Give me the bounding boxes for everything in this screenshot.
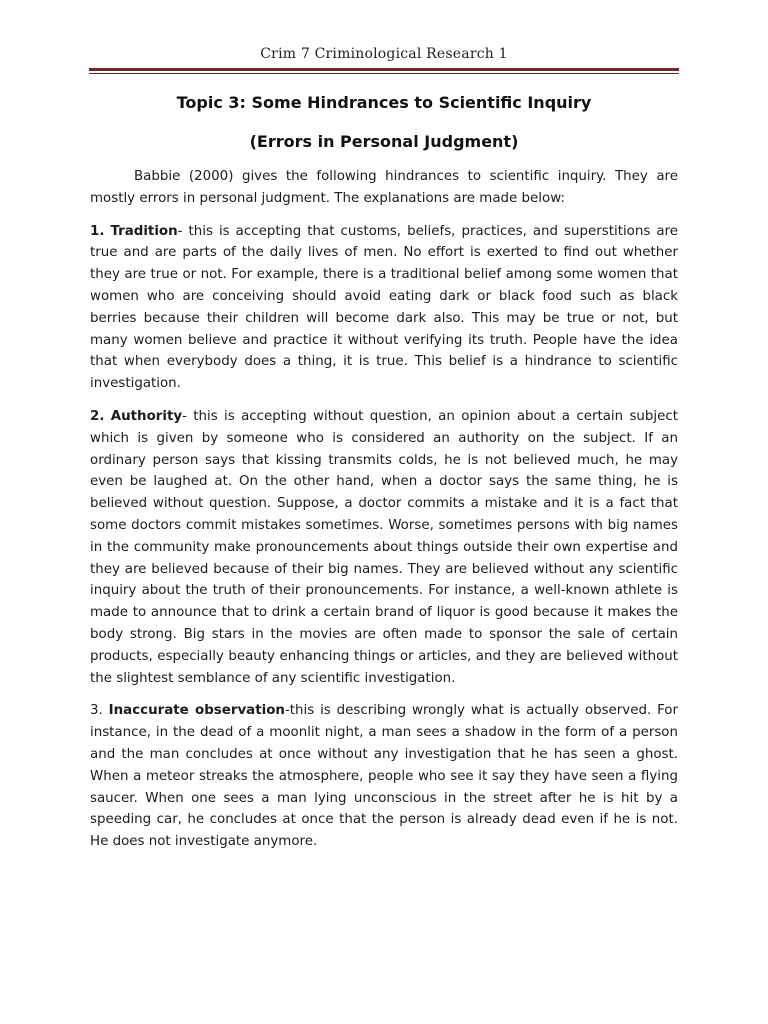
item-number: 3. [90,703,103,719]
document-body [90,166,678,864]
item-term: Inaccurate observation [108,703,285,719]
item-number: 1. [90,223,105,239]
item-text: - this is accepting without question, an opinion about a certain subject which is given by someone who is considered an authority on the subject. If an ordinary person says that kissing transmits colds, he is not believed much, he may even be laughed at. On the other hand, when a doctor says the same thing, he is believed without question. Suppose, a doctor commits a mistake and it is a fact that some doctors commit mistakes sometimes. Worse, sometimes persons with big names in the community make pronouncements about things outside their own expertise and they are believed because of their big names. They are believed without any scientific inquiry about the truth of their pronouncements. For instance, a well-known athlete is made to announce that to drink a certain brand of liquor is good because it makes the body strong. Big stars in the movies are often made to sponsor the sale of certain products, especially beauty enhancing things or articles, and they are believed without the slightest semblance of any scientific investigation. [90,408,678,686]
header-divider [89,68,679,71]
topic-subtitle: (Errors in Personal Judgment) [249,132,519,151]
item-term: Authority [110,408,183,424]
list-item-inaccurate-observation [90,700,678,853]
list-item-authority [90,406,678,689]
header-divider-thin [89,73,679,74]
item-text: - this is accepting that customs, beliefs, practices, and superstitions are true and are parts of the daily lives of men. No effort is exerted to find out whether they are true or not. For example, there is a traditional belief among some women that women who are conceiving should avoid eating dark or black food such as black berries because their children will become dark also. This may be true or not, but many women believe and practice it without verifying its truth. People have the idea that when everybody does a thing, it is true. This belief is a hindrance to scientific investigation. [90,223,679,392]
item-number: 2. [90,408,105,424]
list-item-tradition [90,221,678,395]
intro-paragraph: Babbie (2000) gives the following hindrances to scientific inquiry. They are mostly errors in personal judgment. The explanations are made below: [90,169,678,206]
topic-title: Topic 3: Some Hindrances to Scientific Inquiry [176,93,592,112]
item-term: Tradition [110,223,178,239]
running-header: Crim 7 Criminological Research 1 [260,46,508,62]
item-text: -this is describing wrongly what is actually observed. For instance, in the dead of a moonlit night, a man sees a shadow in the form of a person and the man concludes at once without any investigation that he has seen a ghost. When a meteor streaks the atmosphere, people who see it say they have seen a flying saucer. When one sees a man lying unconscious in the street after he is hit by a speeding car, he concludes at once that the person is already dead even if he is not. He does not investigate anymore. [90,703,678,850]
